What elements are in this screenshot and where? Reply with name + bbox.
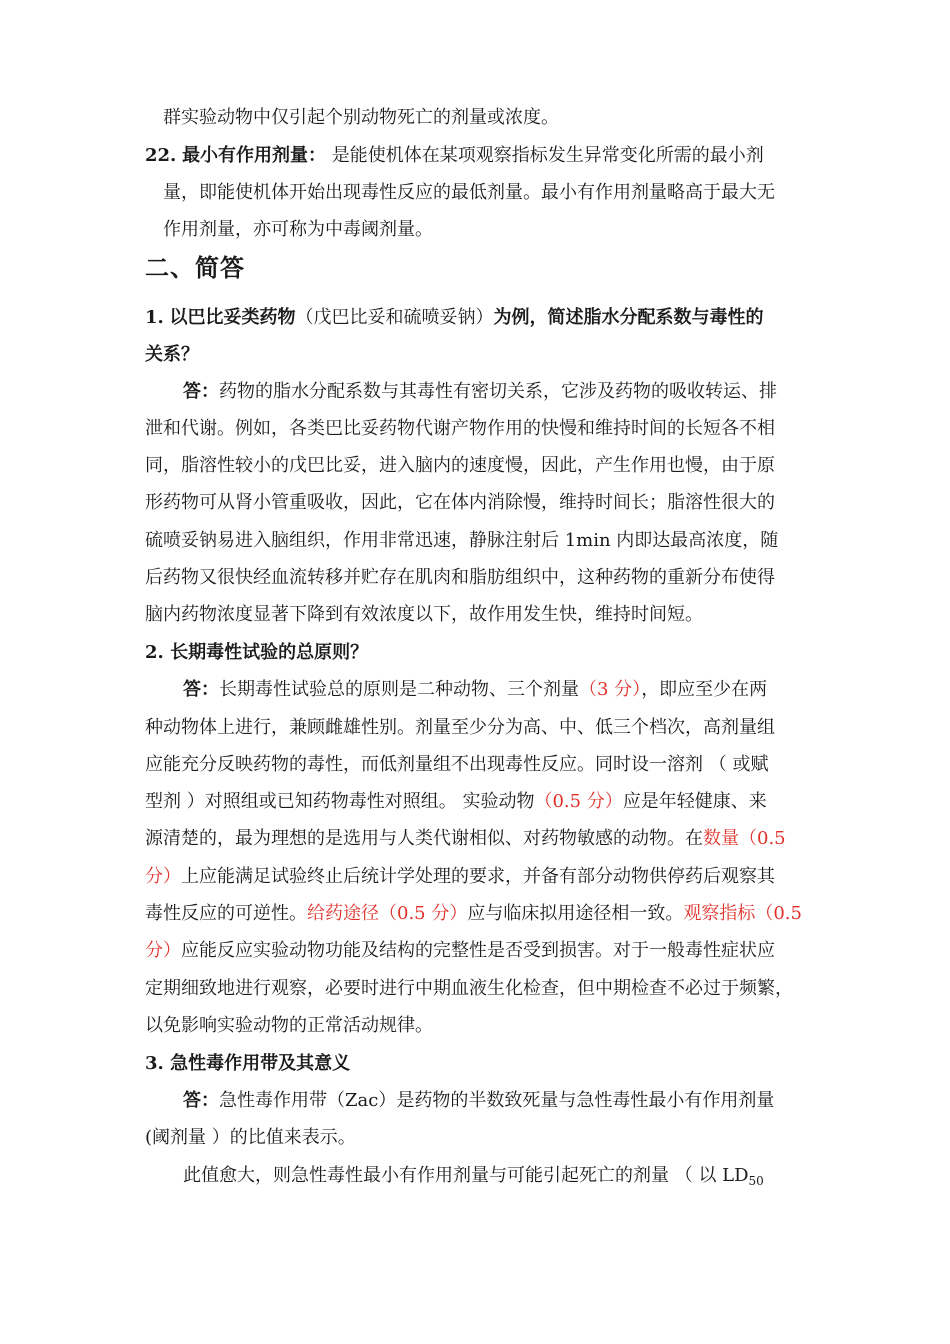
- q2-answer-line10: 以免影响实验动物的正常活动规律。: [145, 1015, 433, 1036]
- q2-l6-b: 上应能满足试验终止后统计学处理的要求，并备有部分动物供停药后观察其: [181, 866, 775, 887]
- q2-l8-b: 应能反应实验动物功能及结构的完整性是否受到损害。对于一般毒性症状应: [181, 940, 775, 961]
- q3-title: [145, 1052, 350, 1076]
- q2-l4-a: 型剂 ）对照组或已知药物毒性对照组。 实验动物: [145, 791, 535, 812]
- q3-answer-line2: (阈剂量 ）的比值来表示。: [145, 1127, 356, 1148]
- q3-l3-subscript: 50: [748, 1174, 764, 1188]
- q1-answer-line2: 泄和代谢。例如，各类巴比妥药物代谢产物作用的快慢和维持时间的长短各不相: [145, 418, 775, 439]
- q3-title-text: 急性毒作用带及其意义: [170, 1053, 351, 1074]
- q2-l7-score1: 给药途径（0.5 分）: [307, 903, 468, 924]
- q3-answer-line3: [183, 1164, 764, 1188]
- def22-term: 最小有作用剂量：: [182, 145, 327, 166]
- q2-number: 2.: [145, 642, 164, 663]
- def21-tail: 群实验动物中仅引起个别动物死亡的剂量或浓度。: [163, 107, 559, 128]
- q2-l8-score: 分）: [145, 940, 181, 961]
- def22-line3: 作用剂量，亦可称为中毒阈剂量。: [163, 219, 433, 240]
- q1-number: 1.: [145, 307, 164, 328]
- q2-title: [145, 641, 368, 665]
- q2-answer-line5: [145, 827, 786, 851]
- q3-answer-label: 答：: [183, 1090, 219, 1111]
- q2-answer-line1: [183, 678, 767, 702]
- q2-answer-line8: [145, 939, 775, 963]
- q2-l7-a: 毒性反应的可逆性。: [145, 903, 307, 924]
- q2-l1-b: ，即应至少在两: [641, 679, 768, 700]
- q2-answer-line3: 应能充分反映药物的毒性，而低剂量组不出现毒性反应。同时设一溶剂 （ 或赋: [145, 754, 769, 775]
- q2-answer-line6: [145, 865, 775, 889]
- q1-answer-line4: 形药物可从肾小管重吸收，因此，它在体内消除慢，维持时间长；脂溶性很大的: [145, 492, 775, 513]
- q1-answer-label: 答：: [183, 381, 219, 402]
- q2-answer-line4: [145, 790, 767, 814]
- q2-l6-score: 分）: [145, 866, 181, 887]
- def22-line2: 量，即能使机体开始出现毒性反应的最低剂量。最小有作用剂量略高于最大无: [163, 182, 775, 203]
- q1-title-part1: 以巴比妥类药物: [169, 307, 296, 328]
- section-title: 二、简答: [145, 253, 245, 282]
- q1-answer-line1: [183, 380, 777, 404]
- q2-l7-score2: 观察指标（0.5: [683, 903, 802, 924]
- q1-title-paren: （戊巴比妥和硫喷妥钠）: [295, 307, 494, 328]
- q2-l7-b: 应与临床拟用途径相一致。: [467, 903, 684, 924]
- q3-answer-line1: [183, 1089, 774, 1113]
- q2-answer-line9: 定期细致地进行观察，必要时进行中期血液生化检查，但中期检查不必过于频繁，: [145, 978, 793, 999]
- q3-l3-a: 此值愈大，则急性毒性最小有作用剂量与可能引起死亡的剂量 （ 以 LD: [183, 1165, 749, 1186]
- q3-l1: 急性毒作用带（Zac）是药物的半数致死量与急性毒性最小有作用剂量: [219, 1090, 775, 1111]
- q2-l5-a: 源清楚的，最为理想的是选用与人类代谢相似、对药物敏感的动物。在: [145, 828, 703, 849]
- q1-title-part2: 为例，简述脂水分配系数与毒性的: [493, 307, 764, 328]
- q2-l1-score: （3 分）: [579, 679, 642, 700]
- q2-l1-a: 长期毒性试验总的原则是二种动物、三个剂量: [219, 679, 579, 700]
- q1-answer-text1: 药物的脂水分配系数与其毒性有密切关系，它涉及药物的吸收转运、排: [219, 381, 777, 402]
- q2-l4-b: 应是年轻健康、来: [622, 791, 767, 812]
- q3-number: 3.: [145, 1053, 164, 1074]
- q1-answer-line3: 同，脂溶性较小的戊巴比妥，进入脑内的速度慢，因此，产生作用也慢，由于原: [145, 455, 775, 476]
- q2-answer-label: 答：: [183, 679, 219, 700]
- q2-answer-line2: 种动物体上进行，兼顾雌雄性别。剂量至少分为高、中、低三个档次，高剂量组: [145, 717, 775, 738]
- def22-text: 是能使机体在某项观察指标发生异常变化所需的最小剂: [331, 145, 764, 166]
- q1-answer-line7: 脑内药物浓度显著下降到有效浓度以下，故作用发生快，维持时间短。: [145, 604, 703, 625]
- def22-number: 22.: [145, 145, 177, 166]
- def22-line1: [145, 144, 764, 168]
- q1-title-line1: [145, 306, 764, 330]
- q2-l4-score: （0.5 分）: [534, 791, 623, 812]
- q2-title-text: 长期毒性试验的总原则？: [170, 642, 369, 663]
- q1-answer-line6: 后药物又很快经血流转移并贮存在肌肉和脂肪组织中，这种药物的重新分布使得: [145, 567, 775, 588]
- q1-title-line2: 关系？: [145, 344, 199, 365]
- q1-answer-line5: 硫喷妥钠易进入脑组织，作用非常迅速，静脉注射后 1min 内即达最高浓度，随: [145, 530, 779, 551]
- q2-l5-score: 数量（0.5: [703, 828, 786, 849]
- q2-answer-line7: [145, 902, 802, 926]
